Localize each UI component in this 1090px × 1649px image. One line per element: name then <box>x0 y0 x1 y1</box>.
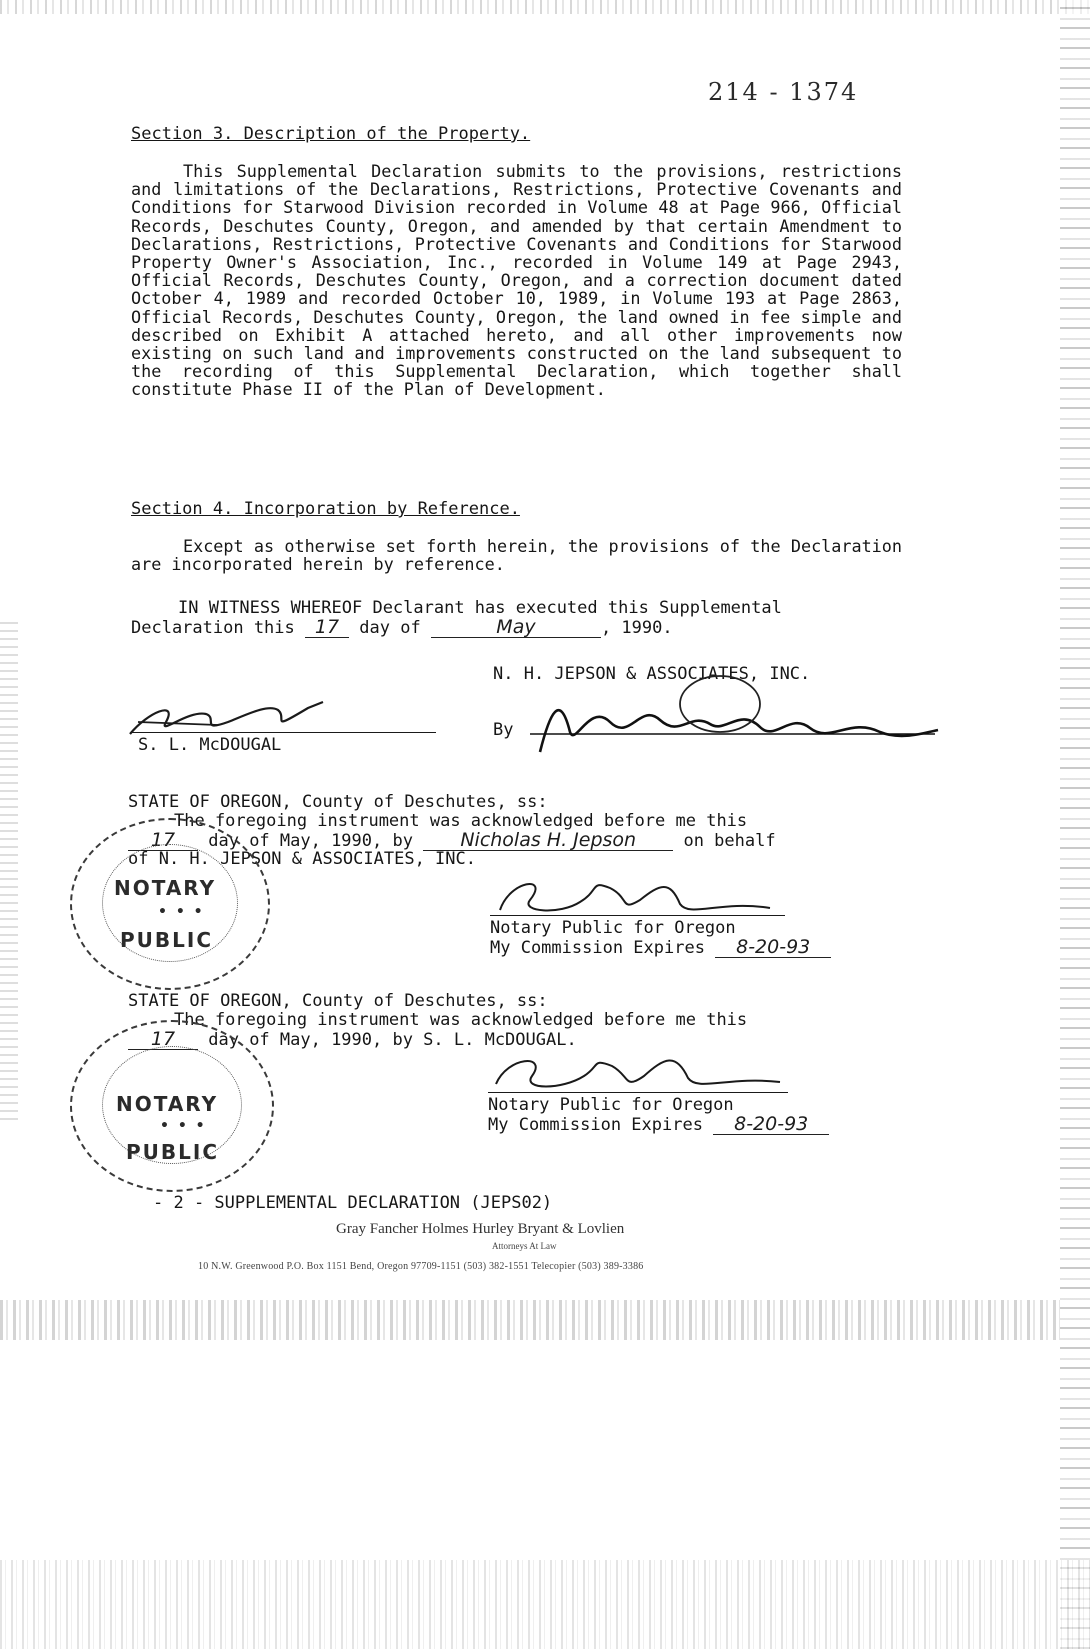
scan-noise-band <box>0 1300 1060 1340</box>
notary-seal-1 <box>70 818 270 990</box>
notary2-commission-value: 8-20-93 <box>713 1114 829 1135</box>
notary-seal-2 <box>70 1020 274 1192</box>
mcdougal-signature-line <box>131 732 436 733</box>
section-4-body: Except as otherwise set forth herein, the provisions of the Declaration are incorporated herein by reference. <box>131 536 902 575</box>
witness-prefix: Declaration this <box>131 618 295 638</box>
notary-seal-1-word2: PUBLIC <box>120 928 214 952</box>
notary1-signature-line <box>490 915 785 916</box>
notary2-day-field: 17 <box>128 1029 198 1050</box>
by-label: By <box>493 720 514 740</box>
notary1-label: Notary Public for Oregon <box>490 918 736 938</box>
notary2-day-text: day of May, 1990, by S. L. McDOUGAL. <box>208 1030 577 1050</box>
witness-month-field: May <box>431 617 601 638</box>
witness-day-field: 17 <box>305 617 349 638</box>
notary1-name-field: Nicholas H. Jepson <box>423 830 673 851</box>
notary1-signature <box>490 870 780 925</box>
witness-line-1: IN WITNESS WHEREOF Declarant has executed this Supplemental <box>178 598 782 618</box>
notary1-day-field: 17 <box>128 830 198 851</box>
notary2-commission-label: My Commission Expires <box>488 1115 703 1135</box>
footer-firm: Gray Fancher Holmes Hurley Bryant & Lovlien <box>336 1221 625 1237</box>
notary1-commission-label: My Commission Expires <box>490 938 705 958</box>
notary-seal-1-word1: NOTARY <box>114 876 217 900</box>
notary1-behalf: on behalf <box>683 831 776 851</box>
notary-seal-1-dots: • • • <box>158 904 205 920</box>
notary2-signature-line <box>488 1092 788 1093</box>
scan-noise-bottom <box>0 1560 1090 1649</box>
notary1-ack-line: The foregoing instrument was acknowledged before me this <box>174 811 748 831</box>
mcdougal-name: S. L. McDOUGAL <box>138 735 282 755</box>
page-number: 214 - 1374 <box>708 78 859 106</box>
notary1-day-text: day of May, 1990, by <box>208 831 413 851</box>
notary2-commission <box>488 1114 829 1135</box>
notary1-state-line: STATE OF OREGON, County of Deschutes, ss: <box>128 792 548 812</box>
scan-noise-left <box>0 620 18 1120</box>
witness-mid: day of <box>359 618 421 638</box>
notary-seal-2-word1: NOTARY <box>116 1092 219 1116</box>
section-4-heading: Section 4. Incorporation by Reference. <box>131 499 520 519</box>
witness-suffix: , 1990. <box>600 618 673 638</box>
company-name: N. H. JEPSON & ASSOCIATES, INC. <box>493 664 811 684</box>
notary-seal-2-dots: • • • <box>160 1118 207 1134</box>
footer-firm-sub: Attorneys At Law <box>492 1241 557 1251</box>
notary-seal-2-word2: PUBLIC <box>126 1140 220 1164</box>
footer-address: 10 N.W. Greenwood P.O. Box 1151 Bend, Oregon 97709-1151 (503) 382-1551 Telecopier (503) 389-3386 <box>198 1261 644 1272</box>
footer-doc-label: - 2 - SUPPLEMENTAL DECLARATION (JEPS02) <box>153 1193 553 1213</box>
section-3-body: This Supplemental Declaration submits to the provisions, restrictions and limitations of the Declarations, Restrictions, Protective Covenants and Conditions for Starwood Division recorded in Volume 48 at Page 966, Official Records, Deschutes County, Oregon, and amended by that certain Amendment to Declarations, Restrictions, Protective Covenants and Conditions for Starwood Property Owner's Association, Inc., recorded in Volume 149 at Page 2943, Official Records, Deschutes County, Oregon, and a correction document dated October 4, 1989 and recorded October 10, 1989, in Volume 193 at Page 2863, Official Records, Deschutes County, Oregon, the land owned in fee simple and described on Exhibit A attached hereto, and all other improvements now existing on such land and improvements constructed on the land subsequent to the recording of this Supplemental Declaration, which together shall constitute Phase II of the Plan of Development. <box>131 161 902 400</box>
notary2-ack-line: The foregoing instrument was acknowledged before me this <box>174 1010 748 1030</box>
jepson-signature <box>520 672 940 772</box>
notary1-commission <box>490 937 831 958</box>
section-3-heading: Section 3. Description of the Property. <box>131 124 531 144</box>
notary2-state-line: STATE OF OREGON, County of Deschutes, ss: <box>128 991 548 1011</box>
notary1-of-line: of N. H. JEPSON & ASSOCIATES, INC. <box>128 849 476 869</box>
witness-line-2 <box>131 617 673 638</box>
scan-noise-top <box>0 0 1090 14</box>
scan-noise-right <box>1060 0 1090 1649</box>
notary1-commission-value: 8-20-93 <box>715 937 831 958</box>
notary2-label: Notary Public for Oregon <box>488 1095 734 1115</box>
